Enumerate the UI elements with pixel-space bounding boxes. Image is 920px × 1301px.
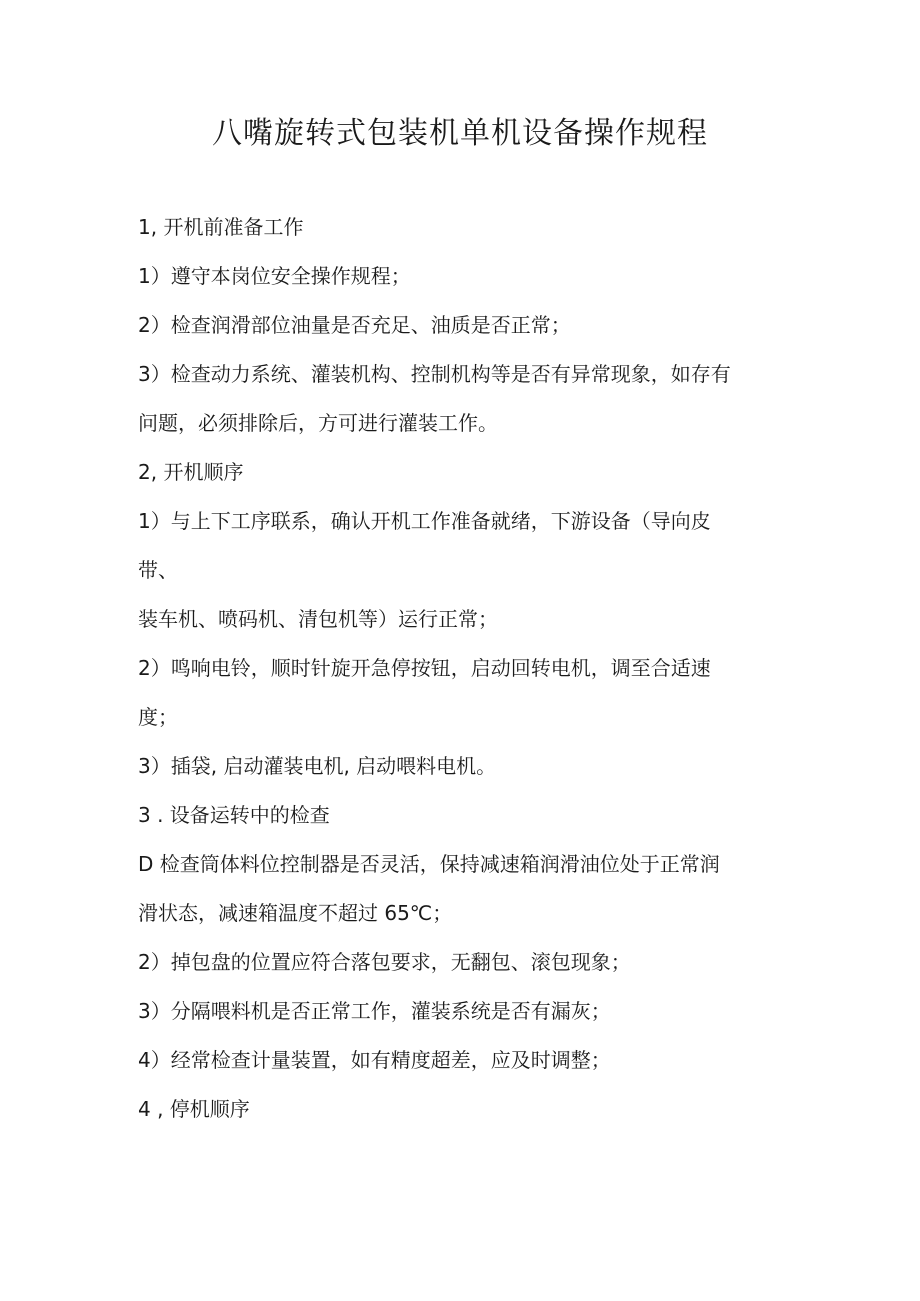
paragraph-line: 滑状态，减速箱温度不超过 65℃； <box>138 901 453 925</box>
paragraph-line: 1）与上下工序联系，确认开机工作准备就绪，下游设备（导向皮 <box>138 509 711 533</box>
paragraph-line: 3）检查动力系统、灌装机构、控制机构等是否有异常现象，如存有 <box>138 362 731 386</box>
paragraph-line: 3）分隔喂料机是否正常工作，灌装系统是否有漏灰； <box>138 999 611 1023</box>
paragraph-line: 1）遵守本岗位安全操作规程； <box>138 264 411 288</box>
document-title: 八嘴旋转式包装机单机设备操作规程 <box>212 116 708 151</box>
paragraph-line: 3）插袋, 启动灌装电机, 启动喂料电机。 <box>138 754 497 778</box>
paragraph-line: 问题，必须排除后，方可进行灌装工作。 <box>138 411 498 435</box>
paragraph-line: D 检查筒体料位控制器是否灵活，保持减速箱润滑油位处于正常润 <box>138 852 720 876</box>
section-heading-2: 2, 开机顺序 <box>138 460 244 484</box>
section-heading-3: 3 . 设备运转中的检查 <box>138 803 330 827</box>
paragraph-line: 带、 <box>138 558 178 582</box>
paragraph-line: 2）检查润滑部位油量是否充足、油质是否正常； <box>138 313 571 337</box>
section-heading-4: 4 , 停机顺序 <box>138 1097 250 1121</box>
paragraph-line: 装车机、喷码机、清包机等）运行正常； <box>138 607 498 631</box>
paragraph-line: 2）掉包盘的位置应符合落包要求，无翻包、滚包现象； <box>138 950 631 974</box>
paragraph-line: 4）经常检查计量装置，如有精度超差，应及时调整； <box>138 1048 611 1072</box>
paragraph-line: 2）鸣响电铃，顺时针旋开急停按钮，启动回转电机，调至合适速 <box>138 656 711 680</box>
section-heading-1: 1, 开机前准备工作 <box>138 215 304 239</box>
paragraph-line: 度； <box>138 705 178 729</box>
